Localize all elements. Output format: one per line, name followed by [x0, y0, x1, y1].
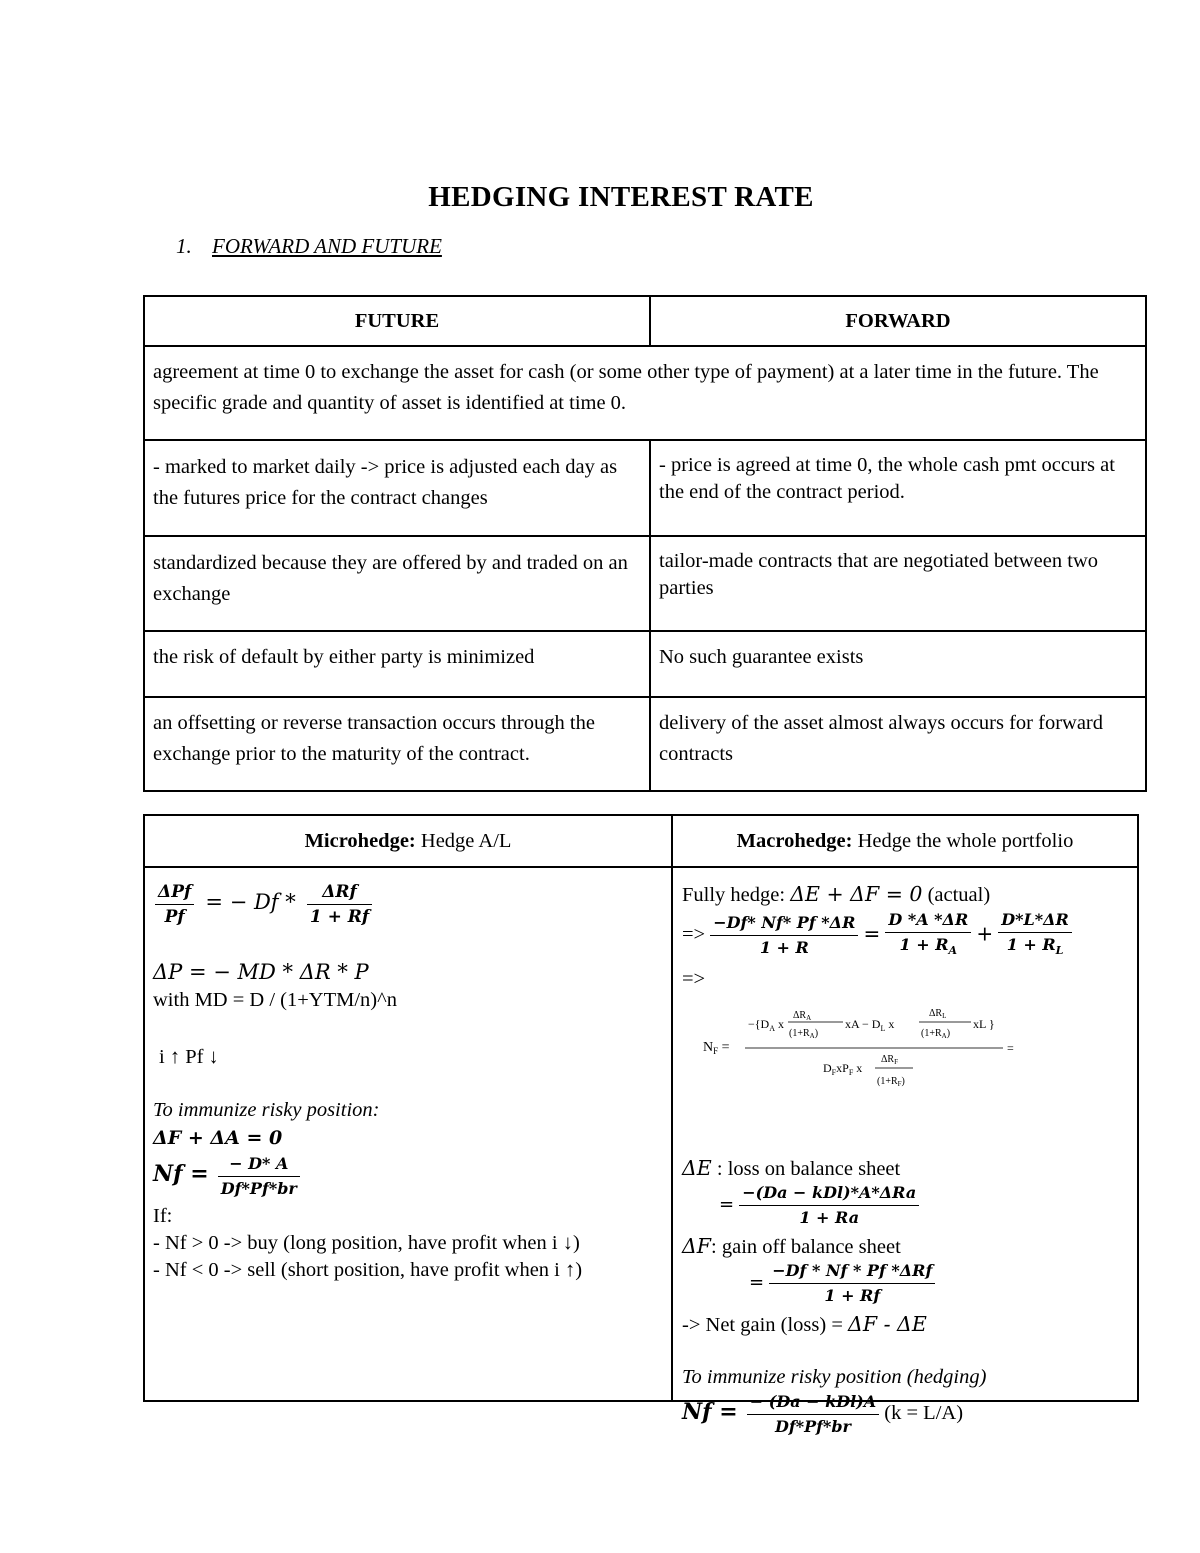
delta-f-formula: = $\frac{\text{−Df * Nf * Pf *ΔRf}}{1 + Rf}$ — [749, 1259, 935, 1308]
svg-text:ΔRL: $\Delta R_L$ — [929, 1008, 947, 1020]
net-gain-line: -> Net gain (loss) = ΔF - ΔE — [682, 1312, 927, 1336]
macro-equation: => $\frac{-Df* Nf* Pf *\Delta R}{1 + R}$ = $\frac{D *A *\Delta R}{1 + R_A}$ + $\frac{D*L*\Delta R}{1 + R_L}$ — [682, 908, 1072, 963]
formula-nf: Nf = $\frac{- D* A}{Df*Pf*br}$ — [153, 1152, 300, 1201]
macrohedge-cell — [672, 867, 1138, 1436]
macrohedge-header: Macrohedge: Hedge the whole portfolio — [672, 815, 1138, 867]
immunize-label: To immunize risky position: — [153, 1099, 380, 1121]
delta-f-label: ΔF: gain off balance sheet — [682, 1234, 901, 1258]
condition-sell: - Nf < 0 -> sell (short position, have profit when i ↑) — [153, 1259, 583, 1281]
fully-hedge-line: Fully hedge: ΔE + ΔF = 0 (actual) — [682, 882, 991, 906]
svg-text:xA − DL x: xA − $D_L$ x — [845, 1017, 895, 1033]
np-numerator: $-\{D_A$ x — [748, 1017, 784, 1033]
formula-hedge-condition: ΔF + ΔA = 0 — [153, 1127, 283, 1149]
formula-duration: ΔP = − MD * ΔR * P — [153, 960, 369, 984]
svg-text:(1+RF): $(1+R_F)$ — [877, 1076, 905, 1088]
hedge-table — [143, 814, 1139, 1436]
microhedge-header: Microhedge: Hedge A/L — [144, 815, 672, 867]
svg-text:=: = — [1007, 1041, 1014, 1055]
table-cell: tailor-made contracts that are negotiated between two parties — [650, 536, 1146, 631]
macro-nf-formula: Nf = $\frac{\text{− (Da − kDl)A}}{Df*Pf*br}$ (k = L/A) — [682, 1392, 964, 1436]
table-cell: - price is agreed at time 0, the whole cash pmt occurs at the end of the contract period. — [650, 440, 1146, 536]
table-cell: the risk of default by either party is minimized — [144, 631, 650, 697]
section-number: 1. — [176, 234, 192, 258]
nf-formula-image — [693, 996, 1023, 1092]
section-label: FORWARD AND FUTURE — [212, 234, 442, 258]
microhedge-cell — [144, 867, 672, 1401]
rate-price-relation: i ↑ Pf ↓ — [159, 1046, 219, 1068]
np-lhs: $N_F$ = — [703, 1040, 730, 1056]
condition-buy: - Nf > 0 -> buy (long position, have profit when i ↓) — [153, 1232, 580, 1254]
table-cell: delivery of the asset almost always occurs for forward contracts — [650, 697, 1146, 791]
delta-e-label: ΔE : loss on balance sheet — [682, 1156, 901, 1180]
table-cell: - marked to market daily -> price is adjusted each day as the futures price for the contract changes — [144, 440, 650, 536]
macro-immunize-label: To immunize risky position (hedging) — [682, 1366, 987, 1388]
section-heading — [176, 234, 442, 259]
np-denominator: $D_FxP_F$ x — [823, 1061, 863, 1077]
np-frac-a: $\Delta R_A$ — [793, 1010, 812, 1022]
if-label: If: — [153, 1205, 173, 1227]
definition-cell: agreement at time 0 to exchange the asset for cash (or some other type of payment) at a later time in the future. The specific grade and quantity of asset is identified at time 0. — [144, 346, 1146, 440]
table-cell: standardized because they are offered by and traded on an exchange — [144, 536, 650, 631]
header-future: FUTURE — [144, 296, 650, 346]
page-title: HEDGING INTEREST RATE — [428, 181, 814, 213]
md-note: with MD = D / (1+YTM/n)^n — [153, 989, 397, 1011]
arrow-implies: => — [682, 968, 706, 990]
svg-text:ΔRF: $\Delta R_F$ — [881, 1054, 899, 1066]
future-forward-table — [143, 295, 1147, 792]
svg-text:(1+RA): $(1+R_A)$ — [921, 1028, 951, 1040]
delta-e-formula: = $\frac{\text{−(Da − kDl)*A*ΔRa}}{1 + Ra}$ — [719, 1181, 919, 1230]
svg-text:(1+RA): $(1+R_A)$ — [789, 1028, 819, 1040]
table-cell: an offsetting or reverse transaction occurs through the exchange prior to the maturity of the contract. — [144, 697, 650, 791]
table-cell: No such guarantee exists — [650, 631, 1146, 697]
header-forward: FORWARD — [650, 296, 1146, 346]
formula-price-change: $\frac{\text{ΔPf}}{Pf}$ = − Df * $\frac{\text{ΔRf}}{1 + Rf}$ — [155, 880, 372, 929]
svg-text:xL }: xL } — [973, 1017, 995, 1031]
